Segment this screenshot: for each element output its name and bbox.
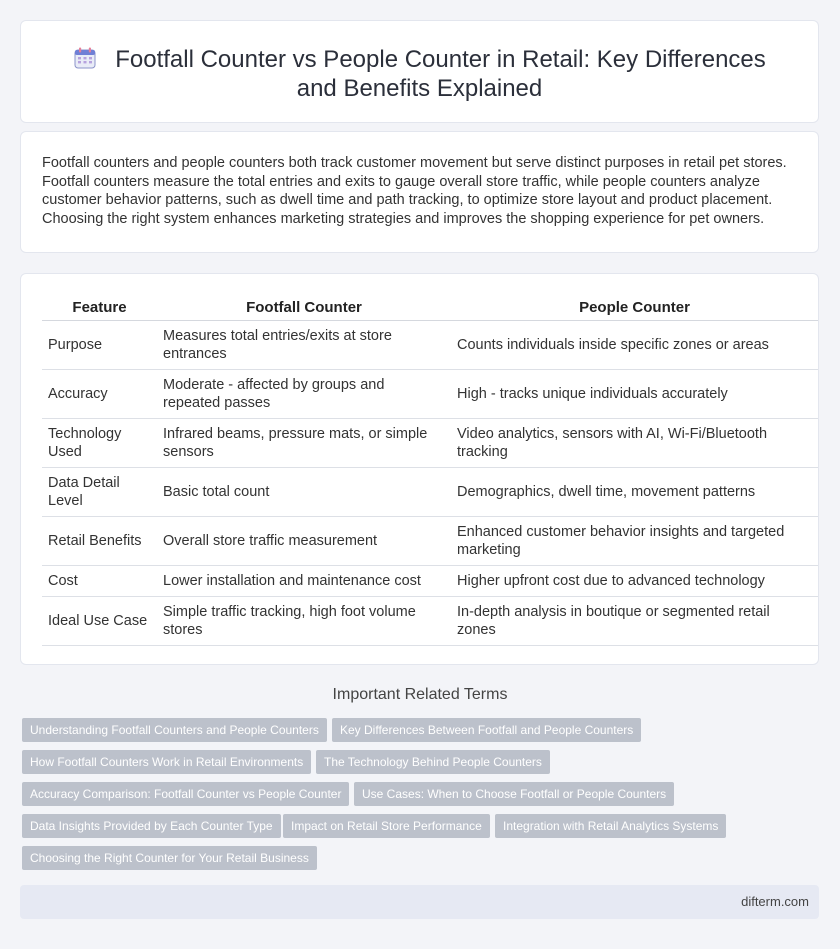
comparison-table: [42, 291, 818, 646]
feature-cell: Cost: [42, 565, 157, 596]
related-term-tag[interactable]: Understanding Footfall Counters and People Counters: [22, 718, 327, 742]
related-term-tag[interactable]: Impact on Retail Store Performance: [283, 814, 490, 838]
table-row: [42, 565, 818, 596]
related-term-tag[interactable]: Data Insights Provided by Each Counter Type: [22, 814, 281, 838]
related-term-tag[interactable]: The Technology Behind People Counters: [316, 750, 550, 774]
footfall-cell: Moderate - affected by groups and repeated passes: [157, 369, 451, 418]
title-card: [20, 20, 819, 123]
footer-bar: [20, 885, 819, 919]
header-people-counter: People Counter: [451, 291, 818, 320]
feature-cell: Accuracy: [42, 369, 157, 418]
footer-site-link[interactable]: difterm.com: [741, 894, 809, 909]
table-row: [42, 516, 818, 565]
related-term-tag[interactable]: How Footfall Counters Work in Retail Environments: [22, 750, 311, 774]
table-row: [42, 467, 818, 516]
footfall-cell: Overall store traffic measurement: [157, 516, 451, 565]
related-term-tag[interactable]: Integration with Retail Analytics Systems: [495, 814, 726, 838]
table-row: [42, 320, 818, 369]
related-terms-title: Important Related Terms: [332, 686, 508, 703]
footfall-cell: Simple traffic tracking, high foot volume stores: [157, 596, 451, 645]
people-cell: Higher upfront cost due to advanced technology: [451, 565, 818, 596]
table-row: [42, 596, 818, 645]
people-cell: In-depth analysis in boutique or segmented retail zones: [451, 596, 818, 645]
footfall-cell: Lower installation and maintenance cost: [157, 565, 451, 596]
footfall-cell: Infrared beams, pressure mats, or simple sensors: [157, 418, 451, 467]
people-cell: High - tracks unique individuals accurately: [451, 369, 818, 418]
feature-cell: Technology Used: [42, 418, 157, 467]
header-feature: Feature: [42, 291, 157, 320]
people-cell: Counts individuals inside specific zones or areas: [451, 320, 818, 369]
feature-cell: Retail Benefits: [42, 516, 157, 565]
header-footfall-counter: Footfall Counter: [157, 291, 451, 320]
table-row: [42, 418, 818, 467]
people-cell: Demographics, dwell time, movement patterns: [451, 467, 818, 516]
feature-cell: Purpose: [42, 320, 157, 369]
intro-card: [20, 131, 819, 253]
related-term-tag[interactable]: Key Differences Between Footfall and People Counters: [332, 718, 641, 742]
footfall-cell: Measures total entries/exits at store entrances: [157, 320, 451, 369]
people-cell: Video analytics, sensors with AI, Wi-Fi/Bluetooth tracking: [451, 418, 818, 467]
page-title-text: Footfall Counter vs People Counter in Retail: Key Differences and Benefits Explained: [115, 46, 766, 102]
footfall-cell: Basic total count: [157, 467, 451, 516]
people-cell: Enhanced customer behavior insights and targeted marketing: [451, 516, 818, 565]
related-term-tag[interactable]: Use Cases: When to Choose Footfall or People Counters: [354, 782, 674, 806]
feature-cell: Ideal Use Case: [42, 596, 157, 645]
table-row: [42, 369, 818, 418]
related-term-tag[interactable]: Accuracy Comparison: Footfall Counter vs People Counter: [22, 782, 349, 806]
intro-paragraph: Footfall counters and people counters both track customer movement but serve distinct purposes in retail pet stores. Footfall counters measure the total entries and exits to gauge overall store traffic, while people counters analyze customer behavior patterns, such as dwell time and path tracking, to optimize store layout and product placement. Choosing the right system enhances marketing strategies and improves the shopping experience for pet owners.: [42, 155, 787, 227]
calendar-icon: [73, 46, 97, 70]
comparison-card: [20, 273, 819, 665]
related-term-tag[interactable]: Choosing the Right Counter for Your Retail Business: [22, 846, 317, 870]
title-wrap: [21, 45, 818, 103]
page-title: [51, 45, 788, 103]
table-header-row: [42, 291, 818, 320]
feature-cell: Data Detail Level: [42, 467, 157, 516]
